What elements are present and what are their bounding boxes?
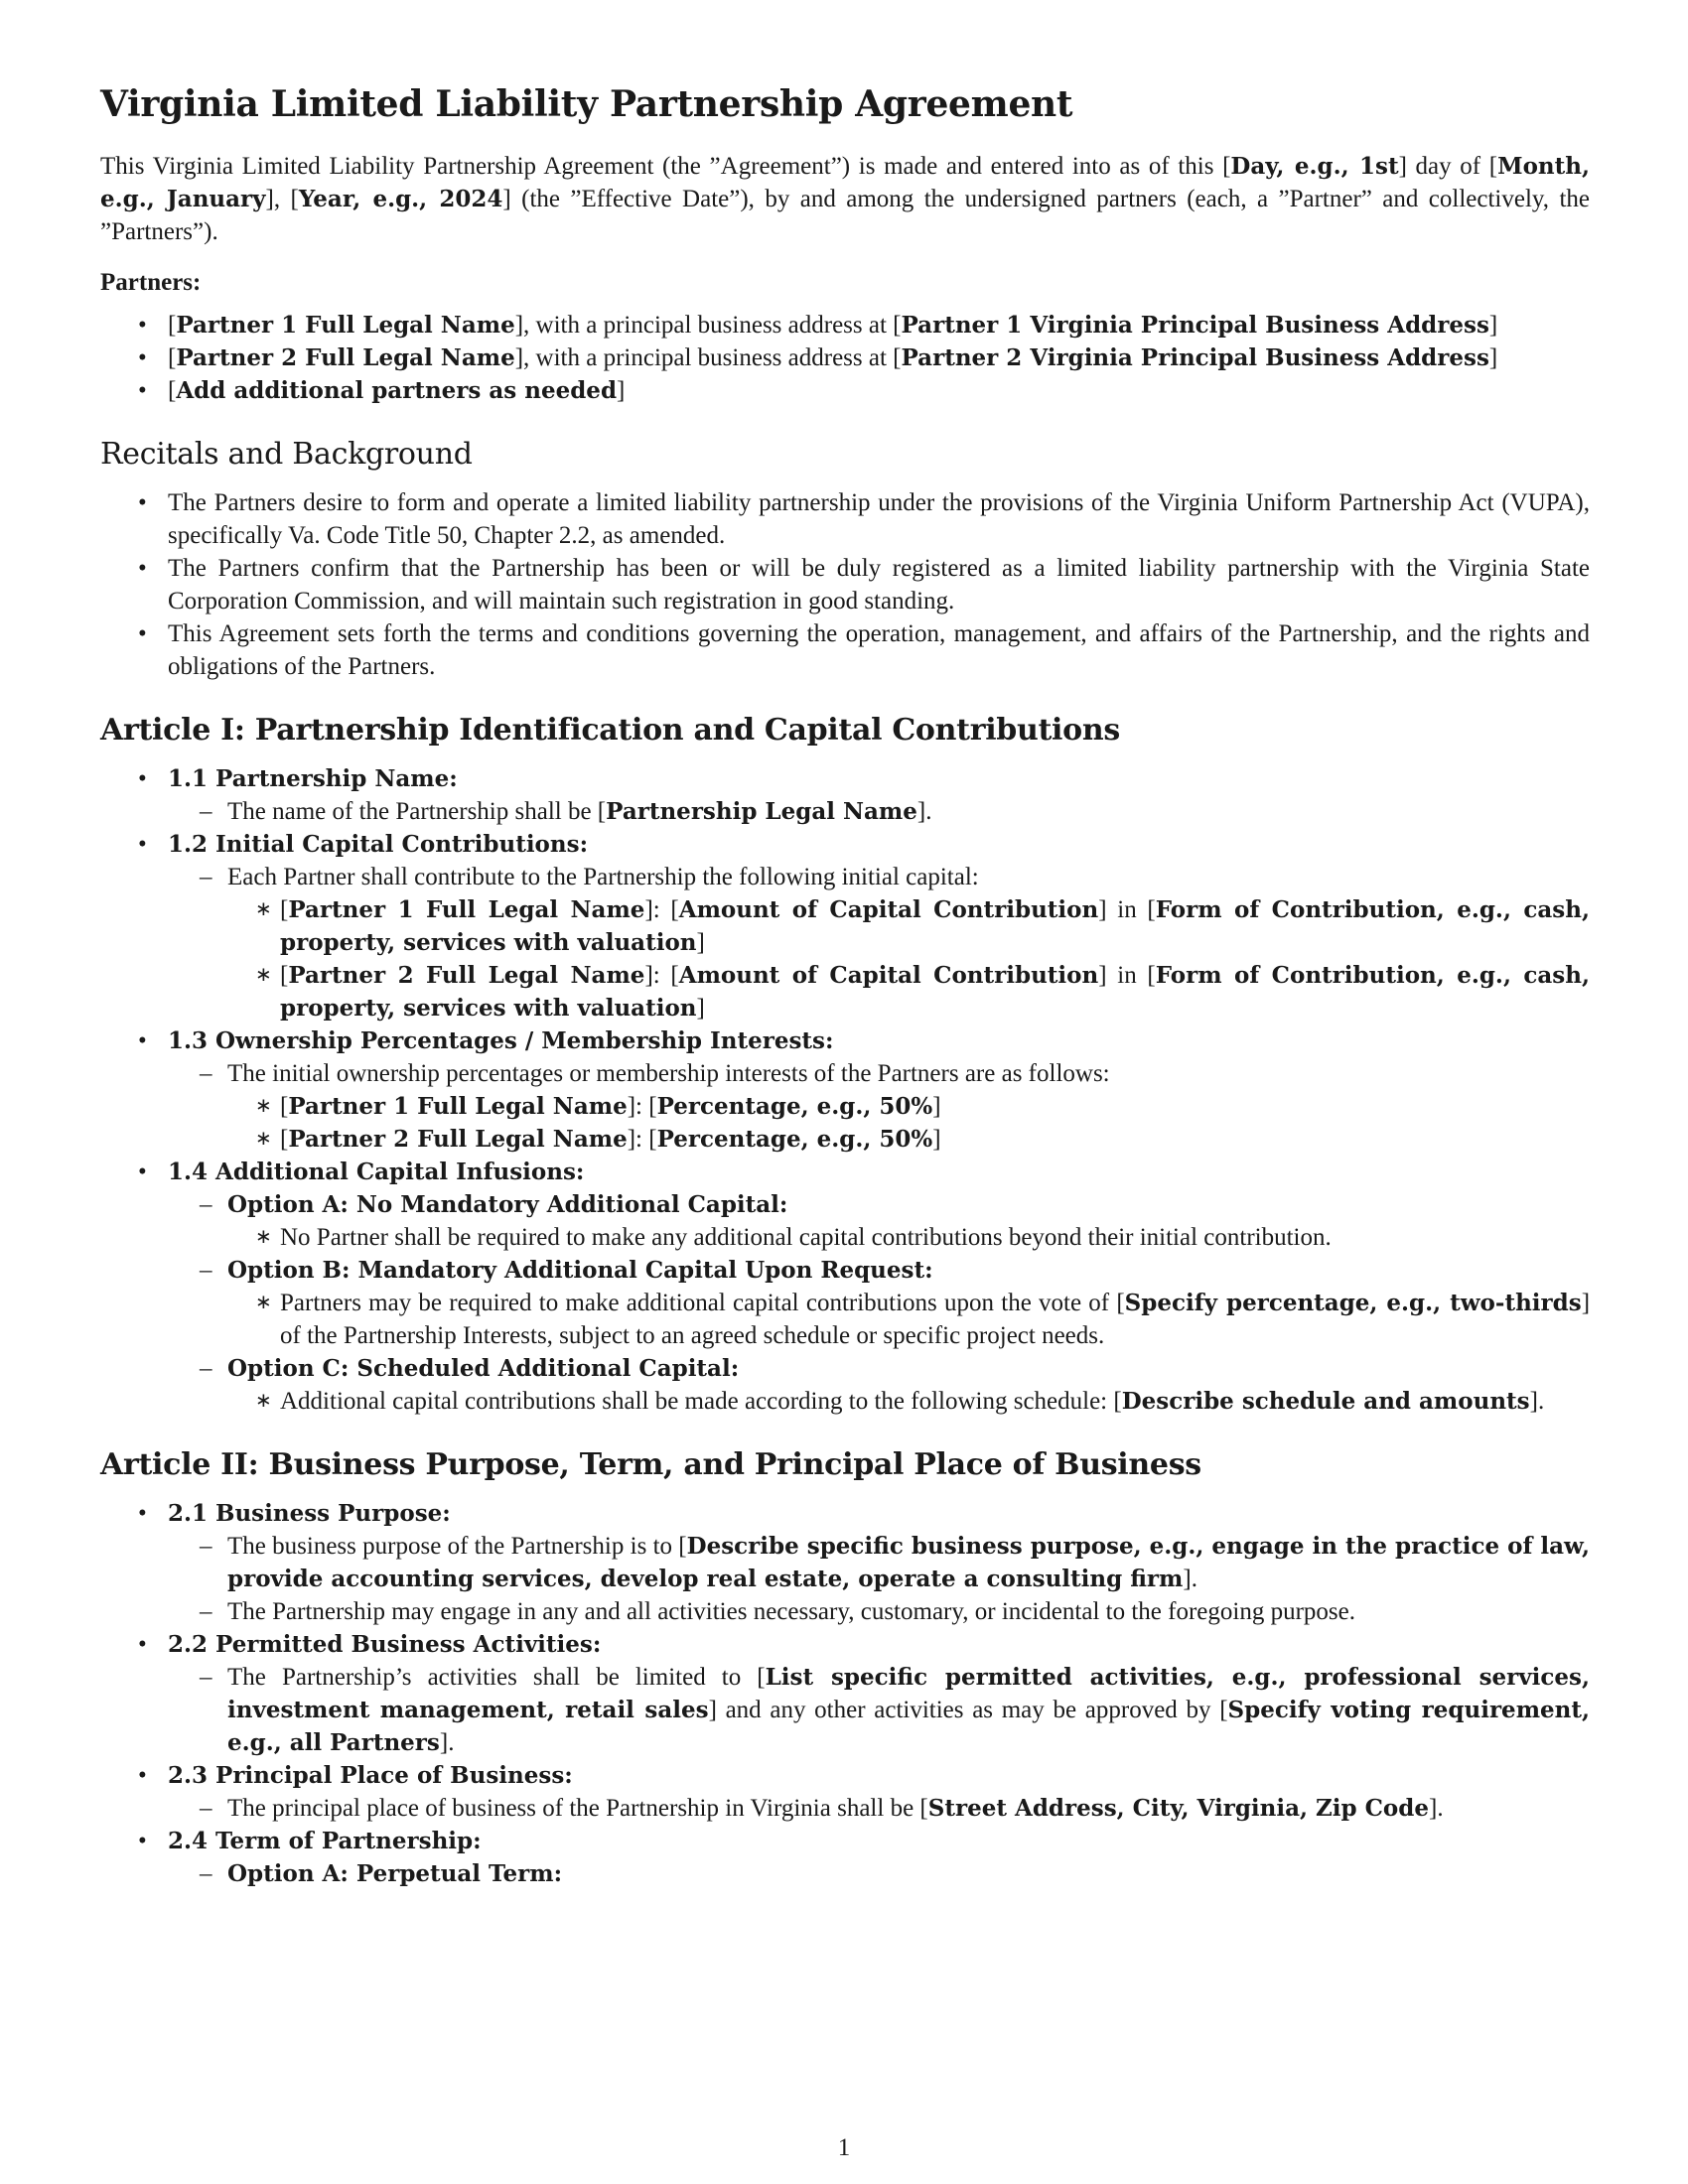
section-2-3 (100, 1759, 1590, 1825)
contribution-row: ∗ [Partner 1 Full Legal Name]: [Amount of Capital Contribution] in [Form of Contribution, e.g., cash, property, services with valuation] (227, 893, 1590, 959)
option-text: ∗ Additional capital contributions shall be made according to the following schedule: [Describe schedule and amounts]. (227, 1385, 1590, 1418)
year-placeholder: Year, e.g., 2024 (298, 186, 503, 213)
intro-paragraph (100, 150, 1590, 248)
month-placeholder: Month, e.g., January (100, 153, 1590, 213)
clause: – The principal place of business of the Partnership in Virginia shall be [Street Address, City, Virginia, Zip Code]. (168, 1792, 1590, 1825)
section-label: 2.3 Principal Place of Business: (168, 1762, 573, 1790)
option-b: – Option B: Mandatory Additional Capital Upon Request: ∗ Partners may be required to make additional capital contributions upon the vote of [Specify percentage, e.g., two-thirds] of the Partnership Interests, subject to an agreed schedule or specific project needs. (168, 1254, 1590, 1352)
recital-item: • This Agreement sets forth the terms and conditions governing the operation, management, and affairs of the Partnership, and the rights and obligations of the Partners. (100, 617, 1590, 683)
section-1-1 (100, 762, 1590, 828)
partners-list (100, 309, 1590, 407)
partner-item: • [Partner 2 Full Legal Name], with a principal business address at [Partner 2 Virginia Principal Business Address] (100, 341, 1590, 374)
article-2-heading: Article II: Business Purpose, Term, and Principal Place of Business (100, 1447, 1201, 1483)
placeholder: Partnership Legal Name (606, 798, 917, 826)
partner-name-placeholder: Partner 2 Full Legal Name (176, 344, 515, 372)
option-a: – Option A: Perpetual Term: (168, 1857, 1590, 1890)
section-label: 1.1 Partnership Name: (168, 765, 458, 793)
option-text: ∗ No Partner shall be required to make any additional capital contributions beyond their initial contribution. (227, 1221, 1590, 1254)
intro-text: ] (the ”Effective Date”), by and among the undersigned partners (each, a ”Partner” and collectively, the ”Partners”). (100, 186, 1591, 246)
option-text: ∗ Partners may be required to make additional capital contributions upon the vote of [Specify percentage, e.g., two-thirds] of the Partnership Interests, subject to an agreed schedule or specific project needs. (227, 1287, 1590, 1352)
partner-name-placeholder: Partner 1 Full Legal Name (176, 312, 515, 340)
section-2-1 (100, 1497, 1590, 1628)
section-label: 1.2 Initial Capital Contributions: (168, 831, 589, 859)
option-a: – Option A: No Mandatory Additional Capital: ∗ No Partner shall be required to make any additional capital contributions beyond their initial contribution. (168, 1188, 1590, 1254)
article-1-list (100, 762, 1590, 1418)
document-page (100, 83, 1590, 1890)
section-2-2 (100, 1628, 1590, 1759)
option-c: – Option C: Scheduled Additional Capital: ∗ Additional capital contributions shall be made according to the following schedule: [Describe schedule and amounts]. (168, 1352, 1590, 1418)
clause: – The Partnership’s activities shall be limited to [List specific permitted activities, e.g., professional services, investment management, retail sales] and any other activities as may be approved by [Specify voting requirement, e.g., all Partners]. (168, 1661, 1590, 1759)
section-label: 2.1 Business Purpose: (168, 1500, 451, 1528)
section-1-4 (100, 1156, 1590, 1418)
ownership-row: ∗ [Partner 1 Full Legal Name]: [Percentage, e.g., 50%] (227, 1090, 1590, 1123)
intro-text: ] day of [ (1398, 153, 1498, 181)
ownership-row: ∗ [Partner 2 Full Legal Name]: [Percentage, e.g., 50%] (227, 1123, 1590, 1156)
partner-item: • [Add additional partners as needed] (100, 374, 1590, 407)
partner-address-placeholder: Partner 1 Virginia Principal Business Address (901, 312, 1489, 340)
clause: – The Partnership may engage in any and all activities necessary, customary, or incidental to the foregoing purpose. (168, 1595, 1590, 1628)
section-1-3 (100, 1024, 1590, 1156)
section-2-4 (100, 1825, 1590, 1890)
clause: – Each Partner shall contribute to the Partnership the following initial capital: ∗ [Partner 1 Full Legal Name]: [Amount of Capital Contribution] in [Form of Contribution, e.g., cash, property, services with valuation] ∗ [Partner 2 Full Legal Name]: [Amount of Capital Contribution] in [Form of Contribution, e.g., cash, property, services with valuation] (168, 861, 1590, 1024)
partner-item: • [Partner 1 Full Legal Name], with a principal business address at [Partner 1 Virginia Principal Business Address] (100, 309, 1590, 341)
page-number: 1 (837, 2134, 851, 2161)
partners-label: Partners: (100, 269, 202, 297)
section-label: 2.4 Term of Partnership: (168, 1828, 482, 1855)
partner-address-placeholder: Partner 2 Virginia Principal Business Address (901, 344, 1489, 372)
contribution-row: ∗ [Partner 2 Full Legal Name]: [Amount of Capital Contribution] in [Form of Contribution, e.g., cash, property, services with valuation] (227, 959, 1590, 1024)
recitals-list (100, 486, 1590, 683)
recital-item: • The Partners desire to form and operate a limited liability partnership under the provisions of the Virginia Uniform Partnership Act (VUPA), specifically Va. Code Title 50, Chapter 2.2, as amended. (100, 486, 1590, 552)
document-title: Virginia Limited Liability Partnership Agreement (100, 83, 1073, 125)
recitals-heading: Recitals and Background (100, 437, 473, 473)
intro-text: This Virginia Limited Liability Partnership Agreement (the ”Agreement”) is made and entered into as of this [ (100, 153, 1231, 181)
section-1-2 (100, 828, 1590, 1024)
article-1-heading: Article I: Partnership Identification and Capital Contributions (100, 713, 1120, 749)
add-partners-placeholder: Add additional partners as needed (176, 377, 618, 405)
intro-text: ], [ (265, 186, 299, 213)
section-label: 2.2 Permitted Business Activities: (168, 1631, 602, 1659)
clause: – The name of the Partnership shall be [Partnership Legal Name]. (168, 795, 1590, 828)
day-placeholder: Day, e.g., 1st (1230, 153, 1399, 181)
section-label: 1.4 Additional Capital Infusions: (168, 1159, 585, 1186)
clause: – The business purpose of the Partnership is to [Describe specific business purpose, e.g., engage in the practice of law, provide accounting services, develop real estate, operate a consulting firm]. (168, 1530, 1590, 1595)
article-2-list (100, 1497, 1590, 1890)
recital-item: • The Partners confirm that the Partnership has been or will be duly registered as a limited liability partnership with the Virginia State Corporation Commission, and will maintain such registration in good standing. (100, 552, 1590, 617)
section-label: 1.3 Ownership Percentages / Membership Interests: (168, 1027, 834, 1055)
clause: – The initial ownership percentages or membership interests of the Partners are as follows: ∗ [Partner 1 Full Legal Name]: [Percentage, e.g., 50%] ∗ [Partner 2 Full Legal Name]: [Percentage, e.g., 50%] (168, 1057, 1590, 1156)
